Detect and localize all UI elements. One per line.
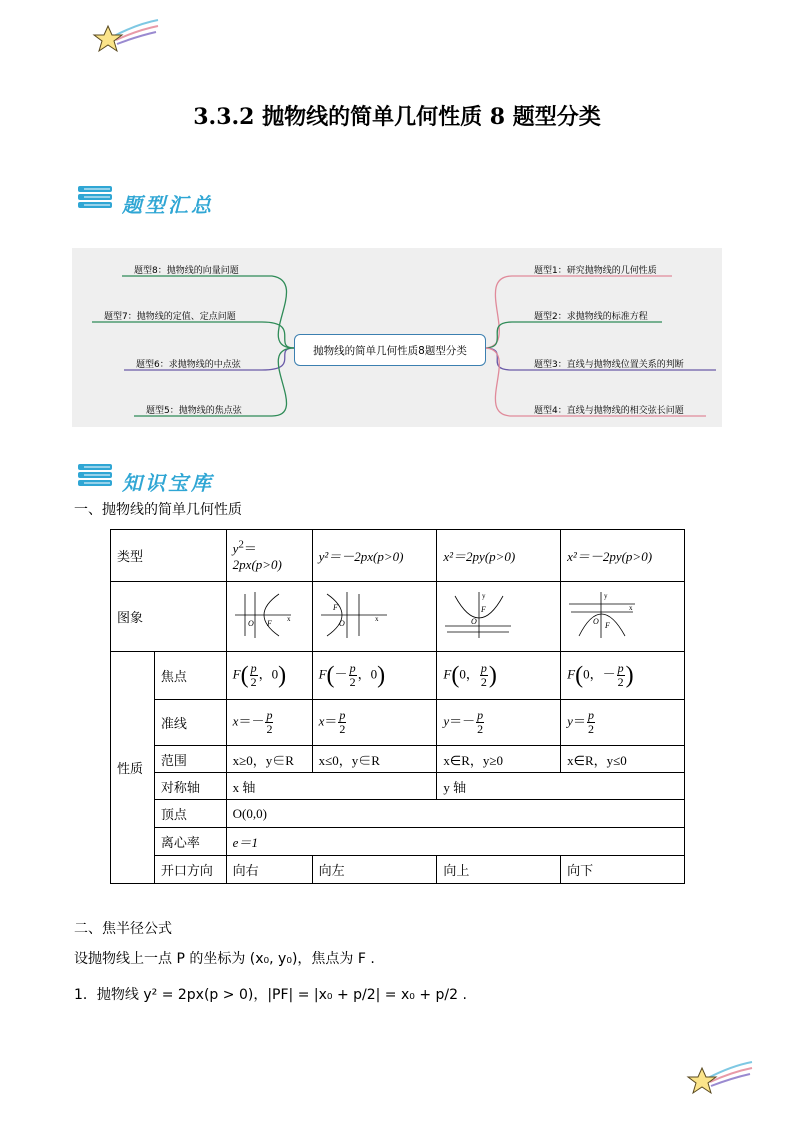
section-heading-knowledge: 知识宝库 <box>122 471 214 495</box>
mindmap-item-8: 题型8：抛物线的向量问题 <box>134 266 239 276</box>
range-label: 范围 <box>154 746 226 773</box>
mindmap-item-4: 题型4：直线与抛物线的相交弦长问题 <box>534 406 684 416</box>
type-eq-1: $y^2=$ 2px(p>0) <box>226 530 312 582</box>
open-2: 向左 <box>312 856 437 884</box>
properties-table <box>110 529 685 884</box>
table-row <box>111 773 685 800</box>
mindmap-item-1: 题型1：研究抛物线的几何性质 <box>534 266 657 276</box>
svg-text:O: O <box>593 616 599 626</box>
subsection-title-properties: 一、抛物线的简单几何性质 <box>74 502 242 518</box>
ecc-value: e＝1 <box>226 828 684 856</box>
page-title: 3.3.2 抛物线的简单几何性质 8 题型分类 <box>193 104 601 130</box>
focus-2: F(－ $\frac{p}{2}$ ，0) <box>312 652 437 700</box>
focus-label: 焦点 <box>154 652 226 700</box>
type-eq-4: x²＝－2py(p>0) <box>561 530 685 582</box>
graph-right-opening <box>226 582 312 652</box>
directrix-2: x＝ $\frac{p}{2}$ <box>312 700 437 746</box>
section-heading-summary: 题型汇总 <box>122 193 214 217</box>
image-label: 图象 <box>111 582 227 652</box>
graph-left-opening <box>312 582 437 652</box>
svg-text:y: y <box>482 591 486 600</box>
range-4: x∈R，y≤0 <box>561 746 685 773</box>
formula-body: |PF| = |x₀ + p/2| = x₀ + p/2 . <box>267 987 467 1003</box>
mindmap-item-7: 题型7：抛物线的定值、定点问题 <box>104 312 236 322</box>
range-1: x≥0，y∈R <box>226 746 312 773</box>
star-decoration-icon <box>686 1058 756 1100</box>
vertex-value: O(0,0) <box>226 800 684 828</box>
directrix-label: 准线 <box>154 700 226 746</box>
table-row <box>111 700 685 746</box>
axis-label: 对称轴 <box>154 773 226 800</box>
mindmap-item-2: 题型2：求抛物线的标准方程 <box>534 312 648 322</box>
books-icon <box>76 184 116 214</box>
focus-3: F(0， $\frac{p}{2}$ ) <box>437 652 561 700</box>
table-row <box>111 746 685 773</box>
graph-down-opening <box>561 582 685 652</box>
focal-radius-formula-line <box>74 984 467 1004</box>
mindmap-item-6: 题型6：求抛物线的中点弦 <box>136 360 241 370</box>
table-row <box>111 582 685 652</box>
svg-text:F: F <box>481 604 487 614</box>
axis-y: y 轴 <box>437 773 685 800</box>
focus-1: F( $\frac{p}{2}$ ，0) <box>226 652 312 700</box>
directrix-3: y＝－ $\frac{p}{2}$ <box>437 700 561 746</box>
properties-label: 性质 <box>111 652 155 884</box>
svg-text:x: x <box>286 614 291 623</box>
svg-text:x: x <box>374 614 379 623</box>
mind-map <box>72 248 722 427</box>
table-row <box>111 652 685 700</box>
directrix-4: y＝ $\frac{p}{2}$ <box>561 700 685 746</box>
vertex-label: 顶点 <box>154 800 226 828</box>
svg-text:O: O <box>338 618 345 628</box>
open-1: 向右 <box>226 856 312 884</box>
focal-radius-intro: 设抛物线上一点 P 的坐标为 (x₀, y₀)，焦点为 F . <box>74 951 375 967</box>
svg-text:y: y <box>604 591 608 600</box>
svg-text:x: x <box>629 603 633 612</box>
range-3: x∈R，y≥0 <box>437 746 561 773</box>
svg-text:F: F <box>266 618 272 628</box>
table-row <box>111 530 685 582</box>
open-3: 向上 <box>437 856 561 884</box>
formula-prefix: 1．抛物线 y² = 2px(p > 0)， <box>74 987 268 1003</box>
mindmap-item-5: 题型5：抛物线的焦点弦 <box>146 406 242 416</box>
star-decoration-icon <box>92 16 162 58</box>
range-2: x≤0，y∈R <box>312 746 437 773</box>
type-eq-3: x²＝2py(p>0) <box>437 530 561 582</box>
table-row <box>111 856 685 884</box>
table-row <box>111 800 685 828</box>
open-4: 向下 <box>561 856 685 884</box>
open-label: 开口方向 <box>154 856 226 884</box>
svg-text:O: O <box>247 618 254 628</box>
svg-text:F: F <box>332 602 338 612</box>
axis-x: x 轴 <box>226 773 437 800</box>
mindmap-center: 抛物线的简单几何性质8题型分类 <box>294 334 486 366</box>
svg-text:F: F <box>605 620 611 630</box>
books-icon <box>76 462 116 492</box>
graph-up-opening <box>437 582 561 652</box>
mindmap-item-3: 题型3：直线与抛物线位置关系的判断 <box>534 360 684 370</box>
type-eq-2: y²＝－2px(p>0) <box>312 530 437 582</box>
table-row <box>111 828 685 856</box>
ecc-label: 离心率 <box>154 828 226 856</box>
focus-4: F(0，－ $\frac{p}{2}$ ) <box>561 652 685 700</box>
type-label: 类型 <box>111 530 227 582</box>
svg-text:O: O <box>471 616 478 626</box>
subsection-title-focal-radius: 二、焦半径公式 <box>74 921 172 937</box>
directrix-1: x＝－ $\frac{p}{2}$ <box>226 700 312 746</box>
